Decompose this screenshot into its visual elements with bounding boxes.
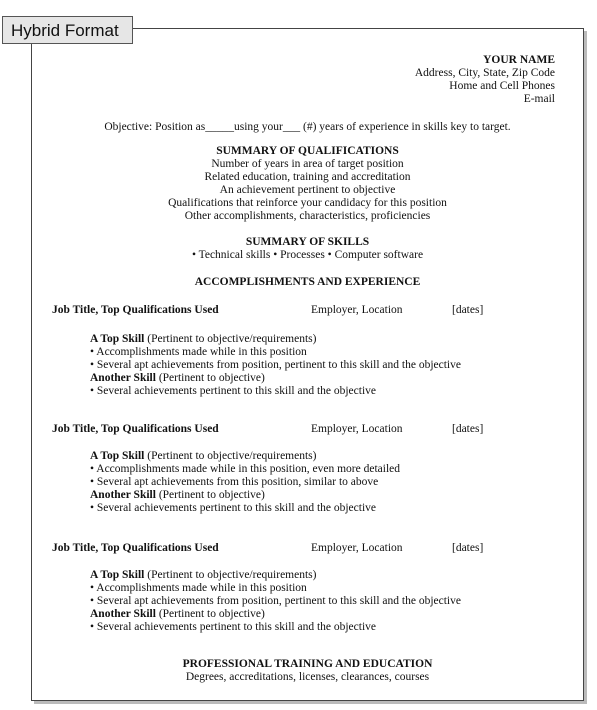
bullet: • Several apt achievements from position, pertinent to this skill and the objective — [90, 595, 461, 607]
bullet: • Several achievements pertinent to this skill and the objective — [90, 621, 377, 633]
training-line: Degrees, accreditations, licenses, clearances, courses — [185, 671, 430, 683]
top-skill-line — [90, 569, 316, 582]
another-skill-label: Another Skill — [90, 608, 156, 620]
objective: Objective: Position as_____using your___ (#) years of experience in skills key to target. — [104, 121, 511, 133]
qualification-item: Number of years in area of target position — [211, 158, 404, 170]
another-skill-label: Another Skill — [90, 489, 156, 501]
job-dates: [dates] — [452, 542, 484, 554]
address: Address, City, State, Zip Code — [414, 67, 555, 79]
top-skill-label: A Top Skill — [90, 333, 145, 345]
top-skill-label: A Top Skill — [90, 450, 145, 462]
bullet: • Accomplishments made while in this position — [90, 582, 307, 594]
skills-line: • Technical skills • Processes • Computer software — [191, 249, 424, 261]
bullet: • Several achievements pertinent to this skill and the objective — [90, 385, 377, 397]
bullet: • Accomplishments made while in this position, even more detailed — [90, 463, 400, 475]
qualification-item: An achievement pertinent to objective — [219, 184, 396, 196]
another-skill-line — [90, 489, 265, 502]
qualifications-heading: SUMMARY OF QUALIFICATIONS — [216, 145, 399, 157]
job-title: Job Title, Top Qualifications Used — [52, 304, 219, 316]
bullet: • Several apt achievements from this position, similar to above — [90, 476, 379, 488]
bullet: • Several apt achievements from position, pertinent to this skill and the objective — [90, 359, 461, 371]
email: E-mail — [523, 93, 555, 105]
format-label-tab: Hybrid Format — [2, 16, 133, 44]
another-skill-line — [90, 608, 265, 621]
another-skill-note: (Pertinent to objective) — [155, 489, 265, 501]
another-skill-line — [90, 372, 265, 385]
job-title: Job Title, Top Qualifications Used — [52, 423, 219, 435]
qualification-item: Related education, training and accreditation — [204, 171, 411, 183]
your-name: YOUR NAME — [483, 54, 555, 66]
top-skill-note: (Pertinent to objective/requirements) — [144, 569, 317, 581]
skills-heading: SUMMARY OF SKILLS — [245, 236, 370, 248]
another-skill-label: Another Skill — [90, 372, 156, 384]
job-dates: [dates] — [452, 304, 484, 316]
experience-heading: ACCOMPLISHMENTS AND EXPERIENCE — [194, 276, 421, 288]
top-skill-line — [90, 450, 316, 463]
job-employer: Employer, Location — [311, 542, 403, 554]
another-skill-note: (Pertinent to objective) — [155, 372, 265, 384]
resume-page — [31, 28, 584, 701]
phones: Home and Cell Phones — [449, 80, 555, 92]
qualification-item: Qualifications that reinforce your candidacy for this position — [168, 197, 447, 209]
top-skill-label: A Top Skill — [90, 569, 145, 581]
job-employer: Employer, Location — [311, 423, 403, 435]
job-employer: Employer, Location — [311, 304, 403, 316]
bullet: • Several achievements pertinent to this skill and the objective — [90, 502, 377, 514]
top-skill-line — [90, 333, 316, 346]
another-skill-note: (Pertinent to objective) — [155, 608, 265, 620]
job-dates: [dates] — [452, 423, 484, 435]
bullet: • Accomplishments made while in this position — [90, 346, 307, 358]
qualification-item: Other accomplishments, characteristics, proficiencies — [184, 210, 431, 222]
top-skill-note: (Pertinent to objective/requirements) — [144, 333, 317, 345]
training-heading: PROFESSIONAL TRAINING AND EDUCATION — [182, 658, 433, 670]
job-title: Job Title, Top Qualifications Used — [52, 542, 219, 554]
top-skill-note: (Pertinent to objective/requirements) — [144, 450, 317, 462]
